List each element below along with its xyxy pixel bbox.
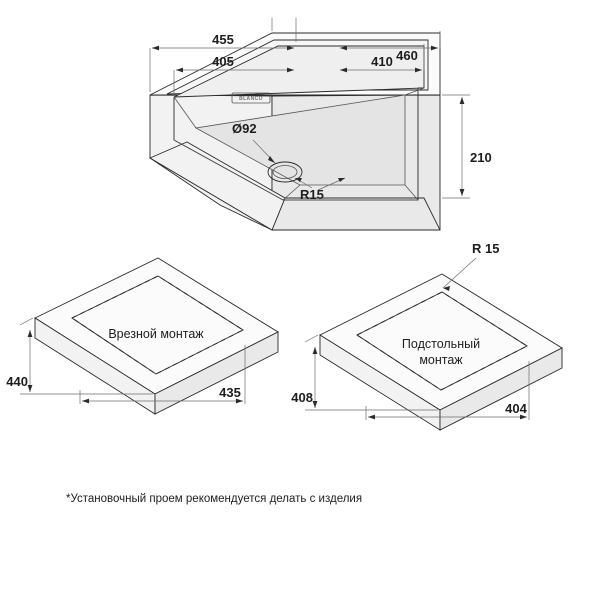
mount-left-dim-side: 440 <box>6 374 28 389</box>
mount-right-radius-label: R 15 <box>472 241 500 256</box>
mount-left-drawing <box>6 258 278 414</box>
dim-drain-diameter: Ø92 <box>232 121 257 136</box>
mount-left-label: Врезной монтаж <box>108 327 204 341</box>
dim-top-outer-left: 455 <box>212 32 234 47</box>
mount-right-dim-side: 408 <box>291 390 313 405</box>
footnote-text: *Установочный проем рекомендуется делать с изделия <box>66 493 363 505</box>
dim-depth: 210 <box>470 150 492 165</box>
mount-left-arrow-435-l <box>82 399 89 404</box>
arrow-210-t <box>460 97 465 104</box>
sink-drawing <box>150 18 492 230</box>
mount-right-arrow-404-l <box>368 415 375 420</box>
mount-right-arrow-408-b <box>313 401 318 408</box>
mount-right-drawing <box>291 241 562 430</box>
mount-right-leader-r15 <box>443 258 476 288</box>
arrow-405-l <box>176 68 183 73</box>
mount-left-arrow-440-b <box>28 385 33 392</box>
dim-top-inner-left: 405 <box>212 54 234 69</box>
mount-left-arrow-440-t <box>28 330 33 337</box>
mount-right-ext-top <box>305 335 318 342</box>
brand-plate-label: BLANCO <box>239 96 263 102</box>
dim-top-inner-right: 410 <box>371 54 393 69</box>
dim-corner-radius: R15 <box>300 187 324 202</box>
sink-taper-front <box>272 198 440 230</box>
mount-right-dim-bottom: 404 <box>505 401 527 416</box>
dim-top-outer-right: 460 <box>396 48 418 63</box>
mount-left-dim-bottom: 435 <box>219 385 241 400</box>
arrow-455-l <box>152 46 159 51</box>
mount-right-label-line2: монтаж <box>419 353 463 367</box>
mount-left-ext-top <box>20 318 33 325</box>
mount-right-arrow-408-t <box>313 347 318 354</box>
arrow-210-b <box>460 189 465 196</box>
mount-right-label-line1: Подстольный <box>401 337 481 351</box>
